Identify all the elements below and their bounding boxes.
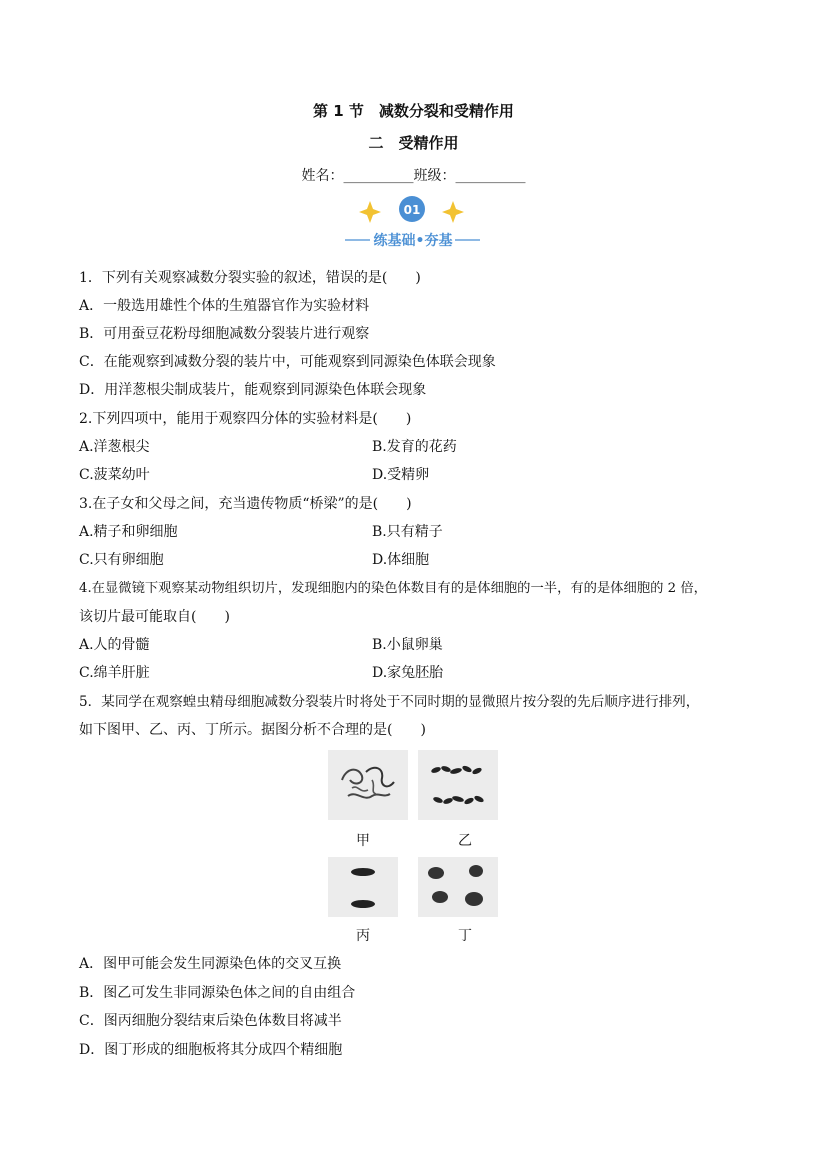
question-2-option-a: A.洋葱根尖 bbox=[79, 439, 150, 455]
badge-number: 01 bbox=[403, 203, 421, 217]
question-2-stem: 2.下列四项中，能用于观察四分体的实验材料是( ) bbox=[79, 411, 412, 427]
question-1-stem: 1．下列有关观察减数分裂实验的叙述，错误的是( ) bbox=[79, 270, 421, 286]
micrograph-yi bbox=[418, 750, 498, 824]
question-5-option-a: A．图甲可能会发生同源染色体的交叉互换 bbox=[79, 956, 342, 972]
question-2-option-d: D.受精卵 bbox=[372, 467, 430, 483]
star-icon bbox=[359, 201, 381, 223]
micrograph-bing bbox=[328, 857, 398, 921]
micrograph-ding bbox=[418, 857, 498, 921]
section-subtitle: 二 受精作用 bbox=[368, 134, 459, 152]
figure-label-yi: 乙 bbox=[458, 833, 472, 849]
question-4-stem-line-1: 4.在显微镜下观察某动物组织切片，发现细胞内的染色体数目有的是体细胞的一半，有的是体细胞的 2 倍， bbox=[79, 581, 707, 596]
micrograph-jia bbox=[328, 750, 408, 824]
section-title: 第 1 节 减数分裂和受精作用 bbox=[313, 102, 514, 120]
question-2-option-b: B.发育的花药 bbox=[372, 439, 457, 455]
question-1-option-b: B．可用蚕豆花粉母细胞减数分裂装片进行观察 bbox=[79, 326, 370, 342]
question-1-option-d: D．用洋葱根尖制成装片，能观察到同源染色体联会现象 bbox=[79, 382, 427, 398]
question-2-option-c: C.菠菜幼叶 bbox=[79, 467, 150, 483]
name-class-line: 姓名：__________班级：__________ bbox=[301, 168, 526, 184]
question-5-stem-line-2: 如下图甲、乙、丙、丁所示。据图分析不合理的是( ) bbox=[79, 722, 426, 738]
badge-text: 练基础•夯基 bbox=[373, 233, 453, 249]
question-4-option-b: B.小鼠卵巢 bbox=[372, 637, 443, 653]
question-1-option-c: C．在能观察到减数分裂的装片中，可能观察到同源染色体联会现象 bbox=[79, 354, 496, 370]
question-4-option-a: A.人的骨髓 bbox=[79, 637, 150, 653]
question-5-option-c: C．图丙细胞分裂结束后染色体数目将减半 bbox=[79, 1013, 342, 1029]
figure-label-bing: 丙 bbox=[356, 928, 370, 944]
question-3-option-d: D.体细胞 bbox=[372, 552, 430, 568]
star-icon bbox=[442, 201, 464, 223]
question-4-option-c: C.绵羊肝脏 bbox=[79, 665, 150, 681]
question-1-option-a: A．一般选用雄性个体的生殖器官作为实验材料 bbox=[79, 298, 370, 314]
question-3-option-a: A.精子和卵细胞 bbox=[79, 524, 178, 540]
badge-graphic bbox=[340, 193, 490, 253]
question-3-option-b: B.只有精子 bbox=[372, 524, 443, 540]
question-5-option-b: B．图乙可发生非同源染色体之间的自由组合 bbox=[79, 985, 356, 1001]
question-5-option-d: D．图丁形成的细胞板将其分成四个精细胞 bbox=[79, 1042, 343, 1058]
figure-label-ding: 丁 bbox=[458, 928, 472, 944]
figure-label-jia: 甲 bbox=[356, 833, 370, 849]
question-5-stem-line-1: 5．某同学在观察蝗虫精母细胞减数分裂装片时将处于不同时期的显微照片按分裂的先后顺序进行排列， bbox=[79, 694, 700, 710]
question-4-option-d: D.家兔胚胎 bbox=[372, 665, 444, 681]
section-badge bbox=[340, 193, 490, 253]
question-3-stem: 3.在子女和父母之间，充当遗传物质“桥梁”的是( ) bbox=[79, 496, 412, 512]
question-4-stem-line-2: 该切片最可能取自( ) bbox=[79, 609, 230, 625]
question-3-option-c: C.只有卵细胞 bbox=[79, 552, 164, 568]
